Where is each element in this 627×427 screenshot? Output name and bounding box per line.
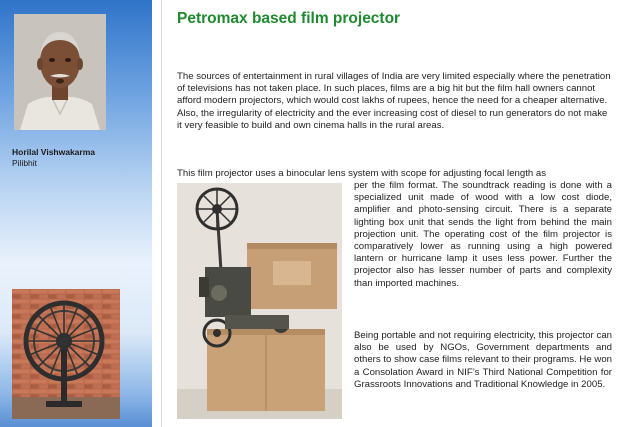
- paragraph-description: per the film format. The soundtrack reading is done with a specialized unit made of wood with a low cost diode, amplifier and photo-sensing circuit. There is a separate lighting box unit that sends the light from behind the main projection unit. The operating cost of the film projector is comparatively lower as running using a high powered lantern or hurricane lamp it uses less power. Further the projector also has lesser number of parts and complexity than imported machines.: [354, 180, 612, 289]
- paragraph-usage-award: Being portable and not requiring electricity, this projector can also be used by NGOs, Government departments and others to show case films relevant to their programs. He won a Consolation Award in NIF’s Third National Competition for Grassroots Innovations and Traditional Knowledge in 2005.: [354, 330, 612, 390]
- portrait-illustration: [14, 14, 106, 130]
- person-place: Pilibhit: [12, 158, 38, 168]
- wheel-device-illustration: [12, 289, 120, 419]
- projector-photo: [177, 183, 342, 419]
- article-title: Petromax based film projector: [177, 10, 401, 27]
- wheel-device-photo: [12, 289, 120, 419]
- sidebar: [0, 0, 152, 427]
- column-divider: [161, 0, 162, 427]
- portrait-photo: [14, 14, 106, 130]
- paragraph-description-lead: This film projector uses a binocular lens system with scope for adjusting focal length as: [177, 168, 546, 179]
- projector-illustration: [177, 183, 342, 419]
- person-name: Horilal Vishwakarma: [12, 147, 95, 157]
- paragraph-intro: The sources of entertainment in rural villages of India are very limited especially where the penetration of televisions has not taken place. In such places, films are a big hit but the film hall owners cannot afford modern projectors, which would cost lakhs of rupees, hence the need for a cheaper alternative. Also, the irregularity of electricity and the ever increasing cost of diesel to run generators do not make it very feasible to build and own cinema halls in the rural areas.: [177, 71, 611, 131]
